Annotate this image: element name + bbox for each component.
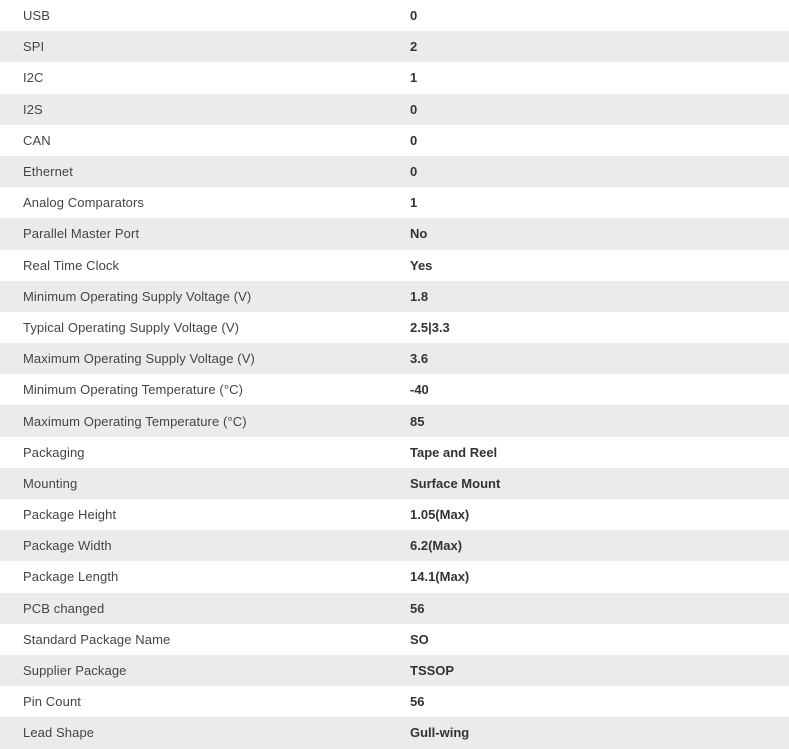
spec-value-packaging: Tape and Reel [410, 444, 498, 460]
spec-name-min-operating-temp: Minimum Operating Temperature (°C) [23, 382, 244, 398]
table-row [0, 561, 789, 592]
spec-value-analog-comparators: 1 [410, 195, 418, 211]
spec-name-typ-supply-voltage: Typical Operating Supply Voltage (V) [23, 319, 240, 335]
spec-value-standard-package-name: SO [410, 631, 429, 647]
spec-name-parallel-master-port: Parallel Master Port [23, 226, 140, 242]
table-row [0, 281, 789, 312]
spec-value-lead-shape: Gull-wing [410, 725, 470, 741]
spec-name-min-supply-voltage: Minimum Operating Supply Voltage (V) [23, 288, 252, 304]
spec-name-package-width: Package Width [23, 538, 112, 554]
table-row [0, 218, 789, 249]
table-row [0, 468, 789, 499]
table-row [0, 62, 789, 93]
spec-name-usb: USB [23, 8, 51, 24]
spec-value-can: 0 [410, 132, 418, 148]
table-row [0, 94, 789, 125]
spec-name-i2s: I2S [23, 101, 43, 117]
spec-name-pcb-changed: PCB changed [23, 600, 105, 616]
spec-name-standard-package-name: Standard Package Name [23, 631, 171, 647]
spec-value-max-operating-temp: 85 [410, 413, 425, 429]
spec-value-supplier-package: TSSOP [410, 663, 455, 679]
spec-value-i2c: 1 [410, 70, 418, 86]
spec-value-max-supply-voltage: 3.6 [410, 351, 429, 367]
table-row [0, 250, 789, 281]
spec-value-package-width: 6.2(Max) [410, 538, 463, 554]
table-row [0, 624, 789, 655]
spec-value-ethernet: 0 [410, 164, 418, 180]
spec-value-min-operating-temp: -40 [410, 382, 429, 398]
spec-name-supplier-package: Supplier Package [23, 663, 127, 679]
spec-name-ethernet: Ethernet [23, 164, 73, 180]
spec-name-packaging: Packaging [23, 444, 85, 460]
spec-name-i2c: I2C [23, 70, 44, 86]
spec-name-spi: SPI [23, 39, 45, 55]
spec-name-package-length: Package Length [23, 569, 119, 585]
spec-value-mounting: Surface Mount [410, 475, 501, 491]
table-row [0, 187, 789, 218]
table-row [0, 593, 789, 624]
spec-value-pin-count: 56 [410, 694, 425, 710]
table-row [0, 437, 789, 468]
table-row [0, 156, 789, 187]
spec-value-package-length: 14.1(Max) [410, 569, 470, 585]
spec-name-mounting: Mounting [23, 475, 78, 491]
spec-value-spi: 2 [410, 39, 418, 55]
spec-value-typ-supply-voltage: 2.5|3.3 [410, 319, 450, 335]
spec-value-real-time-clock: Yes [410, 257, 433, 273]
table-row [0, 312, 789, 343]
table-row [0, 499, 789, 530]
table-row [0, 374, 789, 405]
spec-value-usb: 0 [410, 8, 418, 24]
spec-name-lead-shape: Lead Shape [23, 725, 95, 741]
table-row [0, 31, 789, 62]
spec-value-min-supply-voltage: 1.8 [410, 288, 429, 304]
table-row [0, 530, 789, 561]
table-row [0, 343, 789, 374]
spec-name-max-operating-temp: Maximum Operating Temperature (°C) [23, 413, 247, 429]
table-row [0, 686, 789, 717]
spec-value-package-height: 1.05(Max) [410, 507, 470, 523]
spec-name-real-time-clock: Real Time Clock [23, 257, 120, 273]
table-row [0, 717, 789, 748]
spec-value-pcb-changed: 56 [410, 600, 425, 616]
table-row [0, 0, 789, 31]
spec-name-analog-comparators: Analog Comparators [23, 195, 145, 211]
table-row [0, 125, 789, 156]
table-row [0, 655, 789, 686]
spec-name-max-supply-voltage: Maximum Operating Supply Voltage (V) [23, 351, 255, 367]
spec-name-package-height: Package Height [23, 507, 117, 523]
spec-value-i2s: 0 [410, 101, 418, 117]
table-row [0, 405, 789, 436]
spec-name-can: CAN [23, 132, 51, 148]
spec-value-parallel-master-port: No [410, 226, 428, 242]
spec-name-pin-count: Pin Count [23, 694, 81, 710]
